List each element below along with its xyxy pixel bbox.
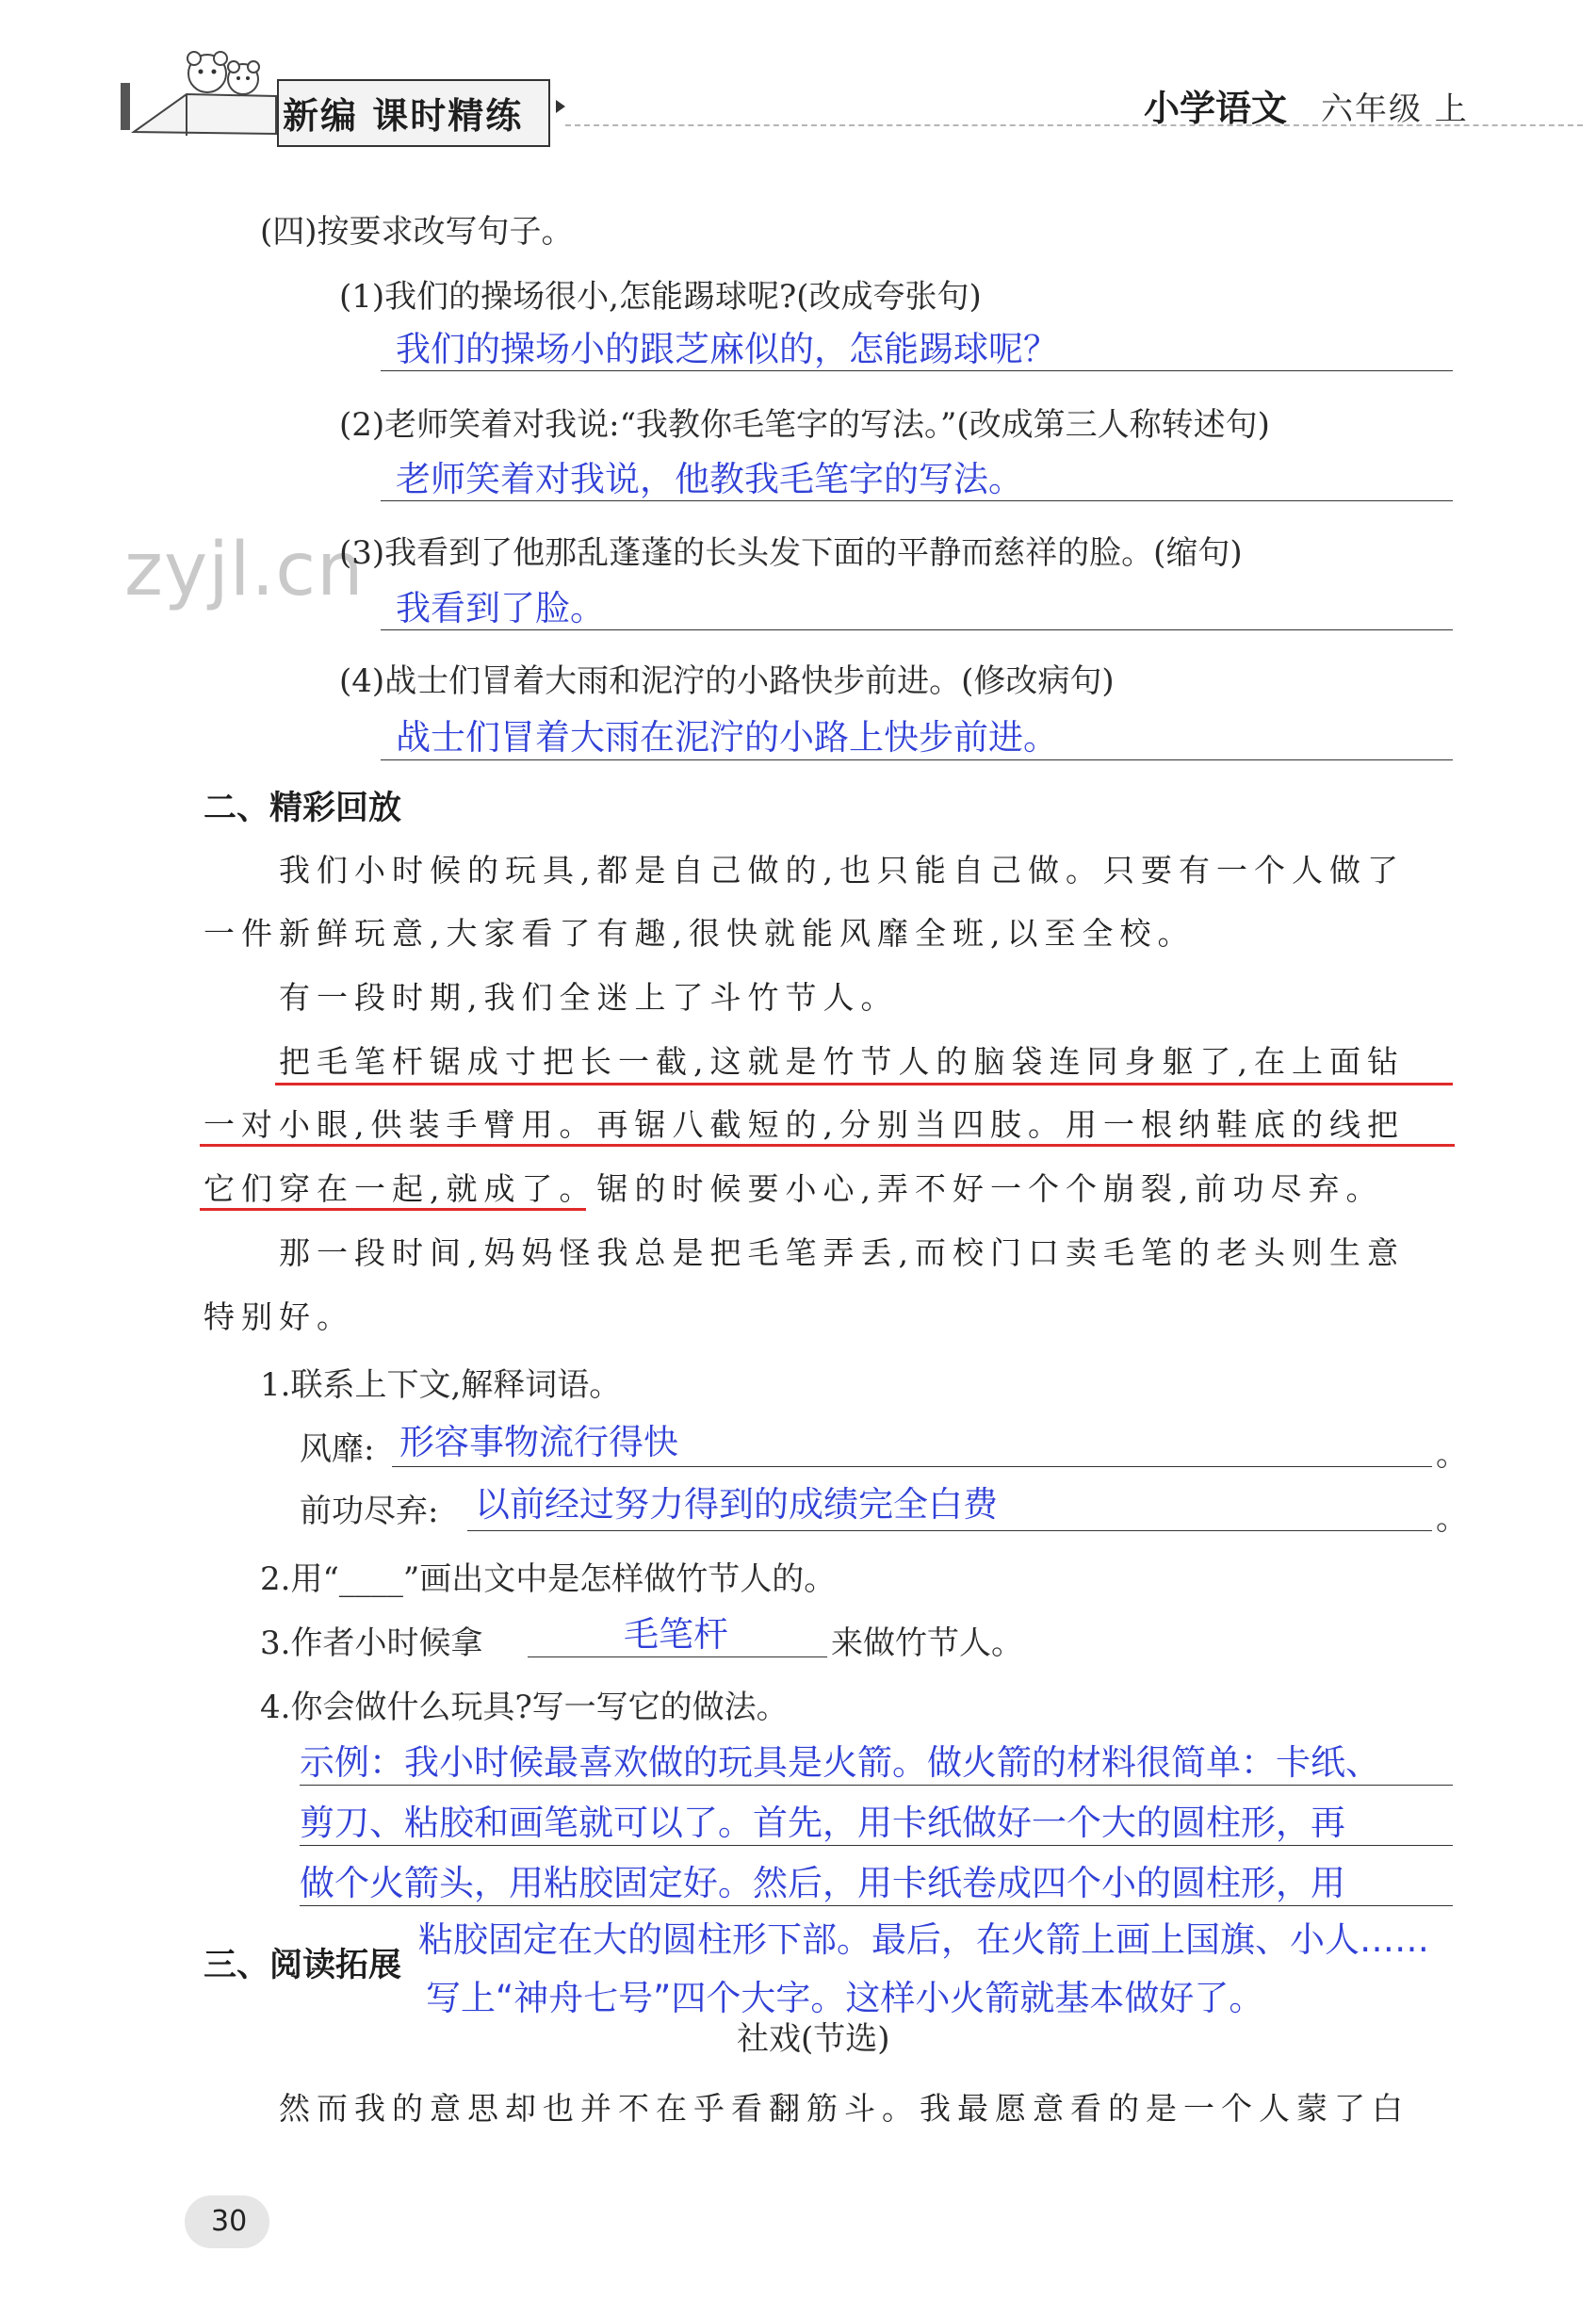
header-grade: 六年级 上 [1321,90,1469,128]
q1a-line [392,1466,1432,1467]
underline-red-2 [200,1144,1455,1147]
passage-line-1: 我们小时候的玩具,都是自己做的,也只能自己做。只要有一个人做了 [279,852,1405,889]
q3-answer: 毛笔杆 [624,1614,728,1655]
q1a-period: 。 [1436,1436,1468,1474]
section4-title: (四)按要求改写句子。 [260,213,574,251]
part2-heading: 二、精彩回放 [204,790,402,827]
q1b-line [467,1530,1432,1531]
q4-answer-line-3 [300,1905,1453,1906]
passage-line-6: 它们穿在一起,就成了。锯的时候要小心,弄不好一个个崩裂,前功尽弃。 [204,1170,1384,1207]
article-line-1: 然而我的意思却也并不在乎看翻筋斗。我最愿意看的是一个人蒙了白 [279,2090,1409,2127]
q4-answer-1: 示例：我小时候最喜欢做的玩具是火箭。做火箭的材料很简单：卡纸、 [300,1742,1380,1783]
q4-3-line [381,629,1453,630]
q4-4-line [381,759,1453,760]
header-series: 新编 课时精练 [283,95,524,137]
q1b-label: 前功尽弃: [300,1493,439,1530]
q4-answer-line-1 [300,1785,1453,1786]
q1b-period: 。 [1436,1500,1468,1538]
q1: 1.联系上下文,解释词语。 [260,1366,622,1404]
passage-line-5: 一对小眼,供装手臂用。再锯八截短的,分别当四肢。用一根纳鞋底的线把 [204,1106,1405,1143]
q4-1: (1)我们的操场很小,怎能踢球呢?(改成夸张句) [339,278,982,316]
q4-3-answer: 我看到了脸。 [396,588,605,628]
passage-line-3: 有一段时期,我们全迷上了斗竹节人。 [279,979,899,1016]
q3-pre: 3.作者小时候拿 [260,1624,483,1662]
q4-answer-5: 写上“神舟七号”四个大字。这样小火箭就基本做好了。 [426,1978,1264,2018]
watermark: zyjl.cn [124,528,365,612]
q4-1-answer: 我们的操场小的跟芝麻似的，怎能踢球呢？ [396,329,1058,369]
q4-2-answer: 老师笑着对我说，他教我毛笔字的写法。 [396,459,1023,499]
passage-line-8: 特别好。 [204,1298,354,1335]
header-divider [565,124,1583,126]
book-mascot-icon [121,38,286,151]
q4-1-line [381,370,1453,371]
q4-answer-3: 做个火箭头，用粘胶固定好。然后，用卡纸卷成四个小的圆柱形，用 [300,1863,1345,1903]
page-number: 30 [211,2205,248,2238]
q1a-label: 风靡: [300,1430,375,1468]
q3-post: 来做竹节人。 [831,1624,1023,1662]
passage-line-7: 那一段时间,妈妈怪我总是把毛笔弄丢,而校门口卖毛笔的老头则生意 [279,1234,1405,1271]
part3-heading: 三、阅读拓展 [204,1947,402,1984]
q4-answer-2: 剪刀、粘胶和画笔就可以了。首先，用卡纸做好一个大的圆柱形，再 [300,1803,1345,1843]
passage-line-4: 把毛笔杆锯成寸把长一截,这就是竹节人的脑袋连同身躯了,在上面钻 [279,1043,1405,1080]
q1b-answer: 以前经过努力得到的成绩完全白费 [475,1484,998,1525]
q4-answer-line-2 [300,1845,1453,1846]
underline-red-1 [275,1083,1453,1085]
triangle-icon [556,100,565,113]
q4-answer-4: 粘胶固定在大的圆柱形下部。最后，在火箭上画上国旗、小人…… [418,1919,1429,1960]
q4-4: (4)战士们冒着大雨和泥泞的小路快步前进。(修改病句) [339,662,1115,700]
q4-4-answer: 战士们冒着大雨在泥泞的小路上快步前进。 [396,717,1058,758]
q1a-answer: 形容事物流行得快 [399,1422,678,1462]
q2: 2.用“____”画出文中是怎样做竹节人的。 [260,1560,837,1598]
q4: 4.你会做什么玩具?写一写它的做法。 [260,1689,789,1726]
article-title: 社戏(节选) [737,2020,890,2058]
q3-line [528,1656,827,1657]
q4-2-line [381,500,1453,501]
q4-2: (2)老师笑着对我说:“我教你毛笔字的写法。”(改成第三人称转述句) [339,406,1270,444]
header-logo [121,38,286,151]
passage-line-2: 一件新鲜玩意,大家看了有趣,很快就能风靡全班,以至全校。 [204,915,1196,952]
header-subject: 小学语文 [1144,88,1288,129]
underline-red-3 [200,1208,586,1211]
q4-3: (3)我看到了他那乱蓬蓬的长头发下面的平静而慈祥的脸。(缩句) [339,534,1243,572]
